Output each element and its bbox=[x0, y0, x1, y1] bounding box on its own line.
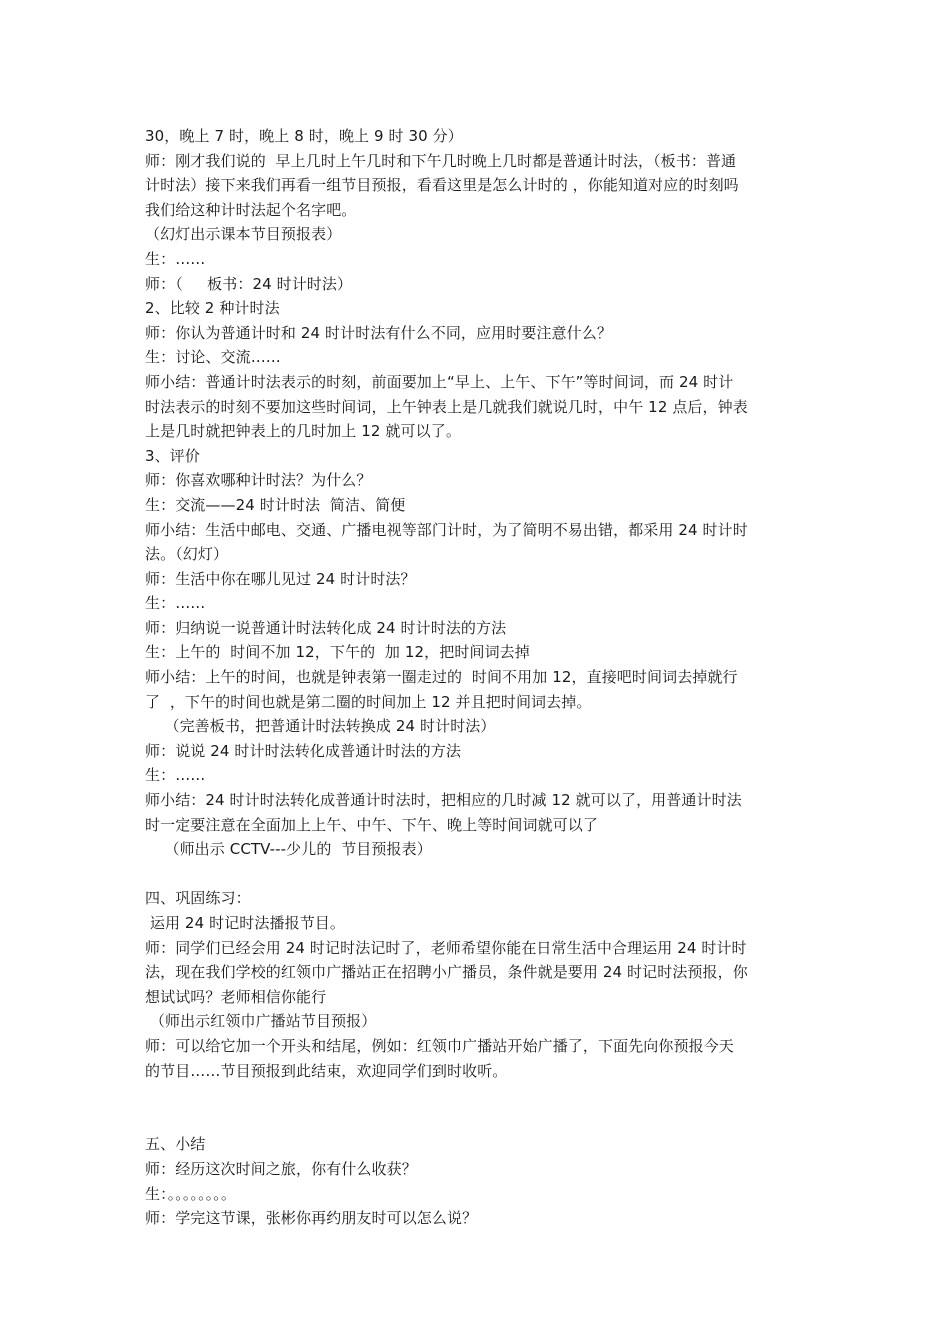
text-line: 时法表示的时刻不要加这些时间词，上午钟表上是几就我们就说几时，中午 12 点后，钟表 bbox=[145, 397, 748, 416]
text-line: 生：…… bbox=[145, 249, 206, 268]
text-line: 法，现在我们学校的红领巾广播站正在招聘小广播员，条件就是要用 24 时记时法预报，你 bbox=[145, 963, 748, 982]
text-line: 上是几时就把钟表上的几时加上 12 就可以了。 bbox=[145, 422, 461, 441]
text-line: 计时法）接下来我们再看一组节目预报，看看这里是怎么计时的 ，你能知道对应的时刻吗 bbox=[145, 176, 739, 195]
text-line: 师：生活中你在哪儿见过 24 时计时法？ bbox=[145, 569, 416, 588]
document-body bbox=[145, 124, 809, 1231]
text-line: 想试试吗？老师相信你能行 bbox=[145, 987, 327, 1006]
text-line: 我们给这种计时法起个名字吧。 bbox=[145, 200, 357, 219]
text-line: 师：你喜欢哪种计时法？为什么？ bbox=[145, 471, 372, 490]
text-line: 生：上午的 时间不加 12，下午的 加 12，把时间词去掉 bbox=[145, 643, 530, 662]
text-line: （幻灯出示课本节目预报表） bbox=[145, 225, 342, 244]
text-line: （师出示 CCTV---少儿的 节目预报表） bbox=[145, 840, 432, 859]
text-line: 师：说说 24 时计时法转化成普通计时法的方法 bbox=[145, 741, 461, 760]
text-line: 师小结：普通计时法表示的时刻，前面要加上“早上、上午、下午”等时间词，而 24 时计 bbox=[145, 372, 734, 391]
section-heading: 四、巩固练习： bbox=[145, 889, 251, 908]
text-line: 的节目……节目预报到此结束，欢迎同学们到时收听。 bbox=[145, 1061, 508, 1080]
text-line: （师出示红领巾广播站节目预报） bbox=[145, 1012, 377, 1031]
text-line: 了 ，下午的时间也就是第二圈的时间加上 12 并且把时间词去掉。 bbox=[145, 692, 592, 711]
text-line: 师：刚才我们说的 早上几时上午几时和下午几时晚上几时都是普通计时法，（板书：普通 bbox=[145, 151, 737, 170]
text-line: 运用 24 时记时法播报节目。 bbox=[145, 914, 345, 932]
text-line: 生：。。。。。。。。 bbox=[145, 1184, 237, 1203]
text-line: 师小结：上午的时间，也就是钟表第一圈走过的 时间不用加 12，直接吧时间词去掉就行 bbox=[145, 668, 738, 687]
text-line: 师：归纳说一说普通计时法转化成 24 时计时法的方法 bbox=[145, 618, 507, 637]
text-line: 生：…… bbox=[145, 594, 206, 613]
section-heading: 3、评价 bbox=[145, 446, 200, 465]
text-line: 生：…… bbox=[145, 766, 206, 785]
text-line: 师小结：生活中邮电、交通、广播电视等部门计时，为了简明不易出错，都采用 24 时计时 bbox=[145, 520, 748, 539]
text-line: 师：可以给它加一个开头和结尾，例如：红领巾广播站开始广播了，下面先向你预报今天 bbox=[145, 1036, 734, 1055]
text-line: 生：讨论、交流…… bbox=[145, 348, 281, 367]
text-line: 生：交流——24 时计时法 简洁、简便 bbox=[145, 495, 406, 514]
section-heading: 五、小结 bbox=[145, 1135, 206, 1154]
text-line: 师：你认为普通计时和 24 时计时法有什么不同，应用时要注意什么？ bbox=[145, 323, 612, 342]
blank-line bbox=[145, 1108, 809, 1133]
blank-line bbox=[145, 862, 809, 887]
text-line: 师：学完这节课，张彬你再约朋友时可以怎么说？ bbox=[145, 1209, 478, 1228]
text-line: 时一定要注意在全面加上上午、中午、下午、晚上等时间词就可以了 bbox=[145, 815, 599, 834]
text-line: 师小结：24 时计时法转化成普通计时法时，把相应的几时减 12 就可以了，用普通计时法 bbox=[145, 791, 742, 810]
text-line: 30，晚上 7 时，晚上 8 时，晚上 9 时 30 分） bbox=[145, 127, 463, 145]
text-line: 师：（ 板书：24 时计时法） bbox=[145, 274, 353, 293]
section-heading: 2、比较 2 种计时法 bbox=[145, 299, 280, 318]
text-line: 法。（幻灯） bbox=[145, 545, 229, 564]
text-line: 师：同学们已经会用 24 时记时法记时了，老师希望你能在日常生活中合理运用 24 时计时 bbox=[145, 938, 747, 957]
blank-line bbox=[145, 1083, 809, 1108]
text-line: 师：经历这次时间之旅，你有什么收获？ bbox=[145, 1159, 417, 1178]
text-line: （完善板书，把普通计时法转换成 24 时计时法） bbox=[145, 717, 496, 736]
